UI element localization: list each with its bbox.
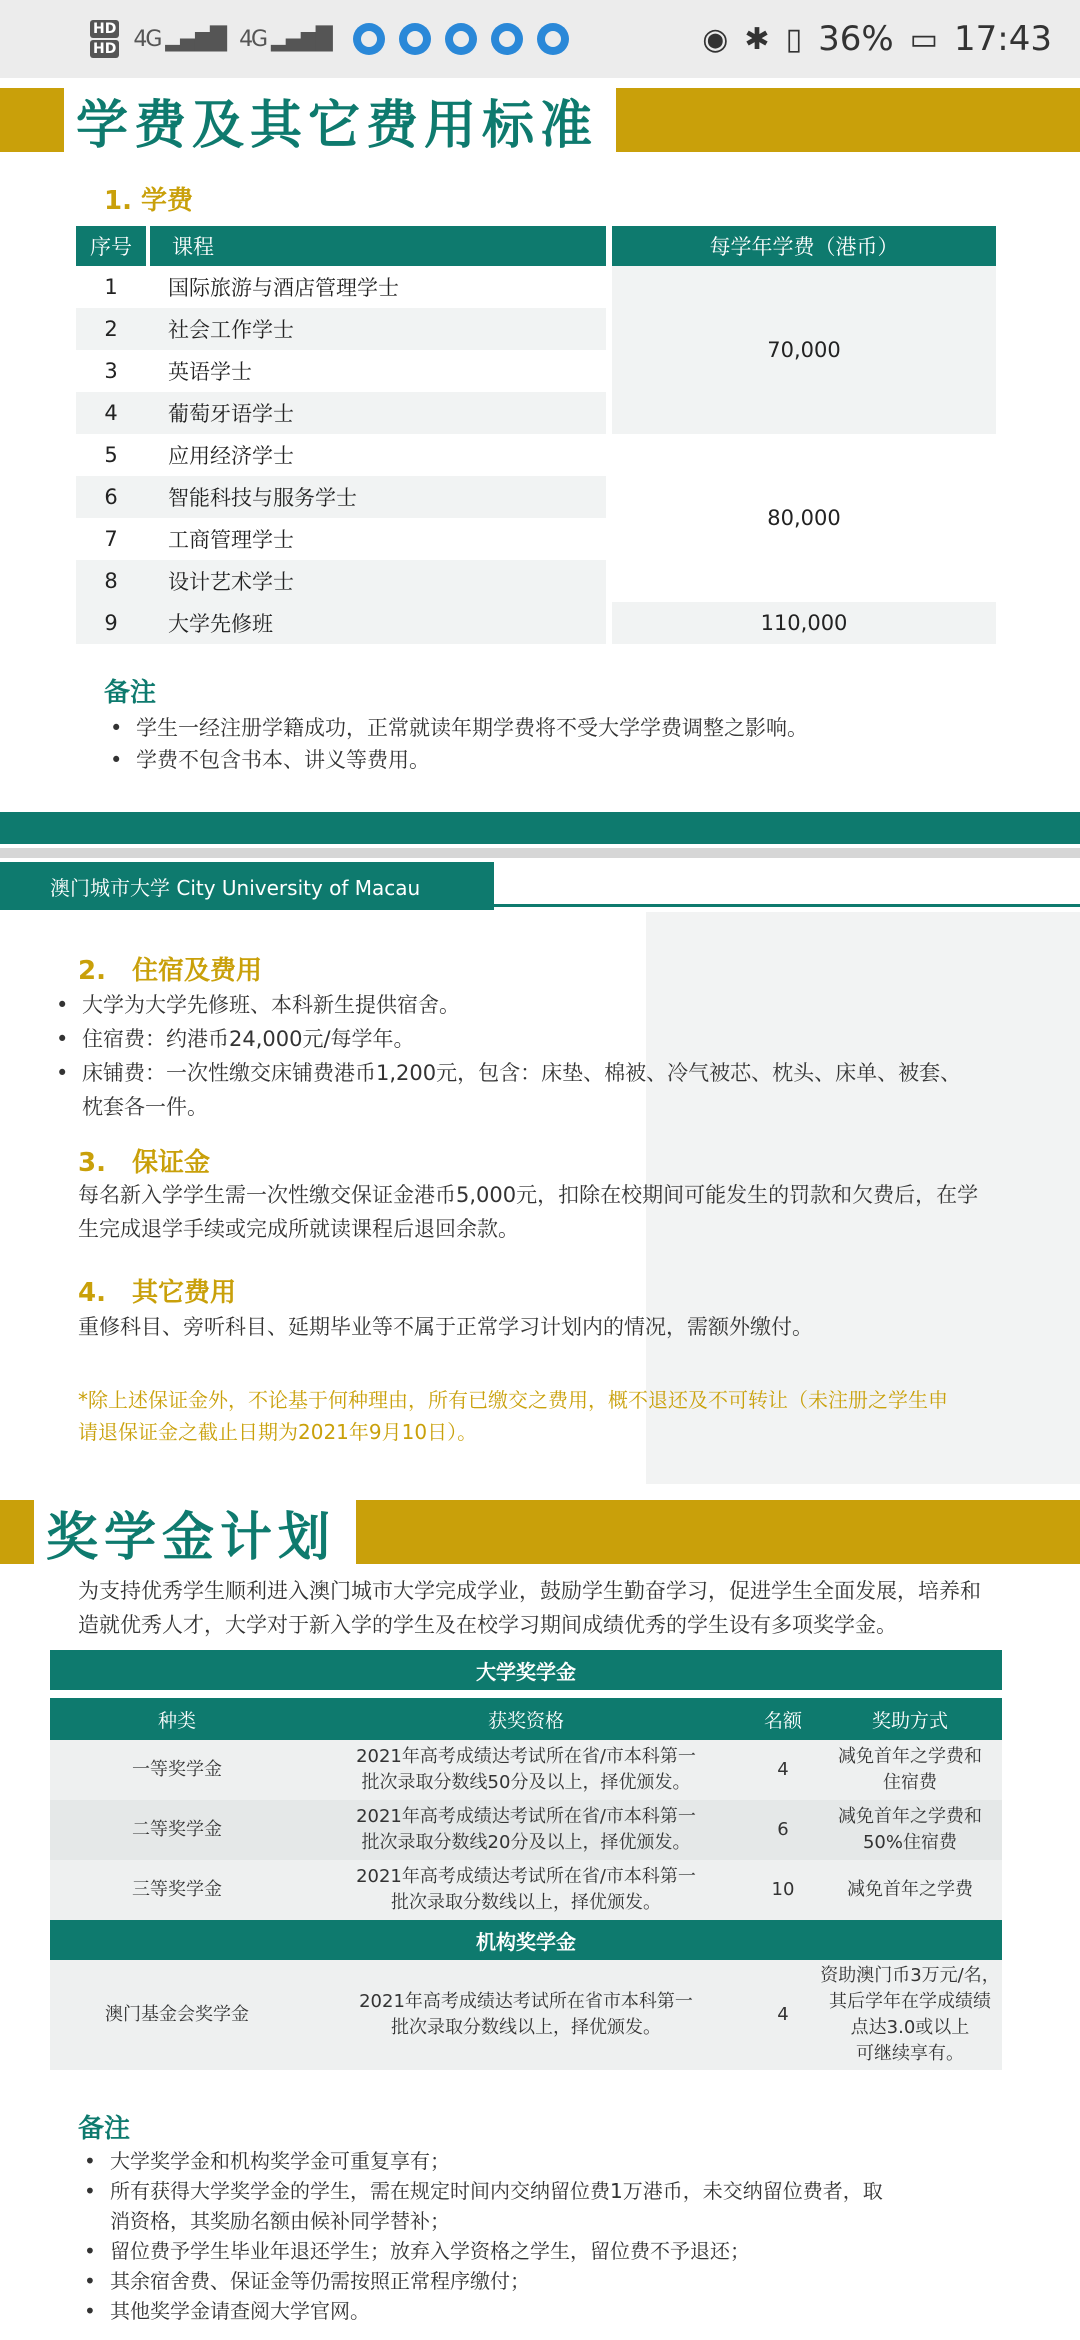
row-no: 4 [76,392,146,434]
row-quota: 4 [748,1960,818,2070]
row-course: 大学先修班 [146,602,606,644]
row-quota: 4 [748,1740,818,1800]
row-condition [304,1740,748,1800]
network-2-label: 4G [239,26,267,52]
list-item-continued: 消资格，其奖励名额由候补同学替补； [110,2209,450,2233]
fee-group-2: 80,000 [767,506,841,530]
row-no: 5 [104,443,118,467]
row-no: 9 [76,602,146,644]
cond-line-1: 2021年高考成绩达考试所在省/市本科第一 [356,1746,696,1767]
row-course: 国际旅游与酒店管理学士 [168,276,399,300]
row-no: 8 [76,560,146,602]
table-row [76,434,996,476]
list-item: • 其余宿舍费、保证金等仍需按照正常程序缴付； [78,2266,1038,2296]
row-no: 3 [104,359,118,383]
app-notification-icon [353,23,385,55]
section-divider [0,812,1080,844]
cond-line-2: 批次录取分数线以上，择优颁发。 [391,1892,661,1913]
app-notification-icon [445,23,477,55]
scholarship-note-title: 备注 [78,2114,131,2144]
list-item: • 大学为大学先修班、本科新生提供宿舍。 [50,988,1030,1022]
university-banner: 澳门城市大学 City University of Macau [0,862,494,910]
award-line-1: 资助澳门币3万元/名， [820,1965,1000,1986]
header-award: 奖助方式 [818,1698,1002,1740]
deposit-text [78,1178,1038,1246]
list-item: • 大学奖学金和机构奖学金可重复享有； [78,2146,1038,2176]
row-type: 三等奖学金 [50,1860,304,1920]
row-course: 工商管理学士 [168,528,294,552]
refund-line-2: 请退保证金之截止日期为2021年9月10日）。 [78,1420,478,1444]
battery-icon: ▭ [909,21,939,57]
deposit-line-2: 生完成退学手续或完成所就读课程后退回余款。 [78,1217,519,1241]
status-bar [0,0,1080,78]
cond-line-1: 2021年高考成绩达考试所在省市本科第一 [359,1991,693,2012]
app-notification-icon [537,23,569,55]
header-type: 种类 [50,1698,304,1740]
inst-label: 机构奖学金 [50,1920,1002,1960]
scholarship-intro [78,1574,1038,1642]
cond-line-2: 批次录取分数线20分及以上，择优颁发。 [361,1832,691,1853]
list-item-continued: 枕套各一件。 [82,1095,208,1119]
lodging-title: 2. 住宿及费用 [78,956,262,986]
battery-percent: 36% [818,19,894,59]
header-fee: 每学年学费（港币） [612,226,996,266]
list-item: • 其他奖学金请查阅大学官网。 [78,2296,1038,2326]
tuition-table [76,226,996,644]
fees-notes [104,712,1004,776]
table-row [50,1740,1002,1800]
row-no: 6 [76,476,146,518]
row-course: 葡萄牙语学士 [146,392,606,434]
list-item: • 所有获得大学奖学金的学生，需在规定时间内交纳留位费1万港币，未交纳留位费者，取 [78,2176,1038,2206]
network-1-label: 4G [133,26,161,52]
refund-note [78,1384,1038,1448]
scholarship-header-row [50,1698,1002,1740]
table-row [76,602,996,644]
row-course: 社会工作学士 [146,308,606,350]
row-no: 1 [104,275,118,299]
bluetooth-icon: ✱ [744,21,770,57]
cond-line-1: 2021年高考成绩达考试所在省/市本科第一 [356,1806,696,1827]
row-course: 设计艺术学士 [146,560,606,602]
table-row [50,1960,1002,2070]
row-type: 澳门基金会奖学金 [50,1960,304,2070]
cond-line-1: 2021年高考成绩达考试所在省/市本科第一 [356,1866,696,1887]
row-quota: 6 [748,1800,818,1860]
page-title: 学费及其它费用标准 [64,82,616,158]
list-item: • 住宿费：约港币24,000元/每学年。 [50,1022,1030,1056]
scholarship-notes [78,2146,1038,2326]
cond-line-2: 批次录取分数线50分及以上，择优颁发。 [361,1772,691,1793]
inst-scholarship-label [50,1920,1002,1960]
banner-rule [494,904,1080,907]
list-item: • 床铺费：一次性缴交床铺费港币1,200元，包含：床垫、棉被、冷气被芯、枕头、床单、被套、 [50,1056,1030,1090]
notification-icons [353,23,569,55]
award-line-2: 其后学年在学成绩绩 [829,1991,991,2012]
lodging-list [50,988,1030,1124]
header-course: 课程 [146,226,606,266]
header-no: 序号 [76,226,146,266]
row-course: 应用经济学士 [168,444,294,468]
hd1-label: HD [90,20,119,38]
cond-line-2: 批次录取分数线以上，择优颁发。 [391,2017,661,2038]
deposit-line-1: 每名新入学学生需一次性缴交保证金港币5,000元，扣除在校期间可能发生的罚款和欠费后，在学 [78,1183,979,1207]
other-fees-title: 4. 其它费用 [78,1278,236,1308]
list-item: • 留位费予学生毕业年退还学生；放弃入学资格之学生，留位费不予退还； [78,2236,1038,2266]
fee-group-1: 70,000 [612,266,996,434]
award-line-1: 减免首年之学费和 [838,1746,982,1767]
fee-group-3: 110,000 [612,602,996,644]
row-quota: 10 [748,1860,818,1920]
app-notification-icon [399,23,431,55]
intro-line-1: 为支持优秀学生顺利进入澳门城市大学完成学业，鼓励学生勤奋学习，促进学生全面发展，培养和 [78,1579,981,1603]
award-line-3: 点达3.0或以上 [850,2017,970,2038]
award-line-1: 减免首年之学费和 [838,1806,982,1827]
intro-line-2: 造就优秀人才，大学对于新入学的学生及在校学习期间成绩优秀的学生设有多项奖学金。 [78,1613,897,1637]
row-condition [304,1960,748,2070]
list-item: • 学生一经注册学籍成功，正常就读年期学费将不受大学学费调整之影响。 [104,712,1004,744]
app-notification-icon [491,23,523,55]
signal-1-icon: 4G ▂▄▆█ [133,26,226,52]
row-condition [304,1860,748,1920]
award-line-1: 减免首年之学费 [847,1879,973,1900]
clock: 17:43 [954,19,1052,59]
row-no: 7 [104,527,118,551]
univ-scholarship-label [50,1650,1002,1690]
table-row [50,1800,1002,1860]
scholarship-table [50,1650,1002,2070]
award-line-2: 住宿费 [883,1772,937,1793]
row-type: 二等奖学金 [50,1800,304,1860]
scholarship-title: 奖学金计划 [34,1494,356,1570]
vibrate-icon: ▯ [785,21,803,57]
header-quota: 名额 [748,1698,818,1740]
fees-note-title: 备注 [104,678,157,708]
list-item: • 学费不包含书本、讲义等费用。 [104,744,1004,776]
row-award [818,1860,1002,1920]
table-row [50,1860,1002,1920]
award-line-4: 可继续享有。 [856,2043,964,2064]
header-condition: 获奖资格 [304,1698,748,1740]
deposit-title: 3. 保证金 [78,1148,210,1178]
row-condition [304,1800,748,1860]
table-row [76,266,996,308]
other-fees-text: 重修科目、旁听科目、延期毕业等不属于正常学习计划内的情况，需额外缴付。 [78,1315,813,1339]
univ-label: 大学奖学金 [50,1650,1002,1690]
signal-2-icon: 4G ▂▄▆█ [239,26,331,52]
award-line-2: 50%住宿费 [862,1832,957,1853]
hd-indicator [90,20,119,58]
section-divider-grey [0,848,1080,858]
tuition-subhead: 1. 学费 [104,186,194,216]
row-award [818,1800,1002,1860]
row-no: 2 [76,308,146,350]
hd2-label: HD [90,40,119,58]
row-type: 一等奖学金 [50,1740,304,1800]
row-course: 智能科技与服务学士 [146,476,606,518]
eye-icon: ◉ [702,21,729,57]
row-award [818,1740,1002,1800]
refund-line-1: *除上述保证金外，不论基于何种理由，所有已缴交之费用，概不退还及不可转让（未注册之学生申 [78,1388,948,1412]
row-award [818,1960,1002,2070]
row-course: 英语学士 [168,360,252,384]
